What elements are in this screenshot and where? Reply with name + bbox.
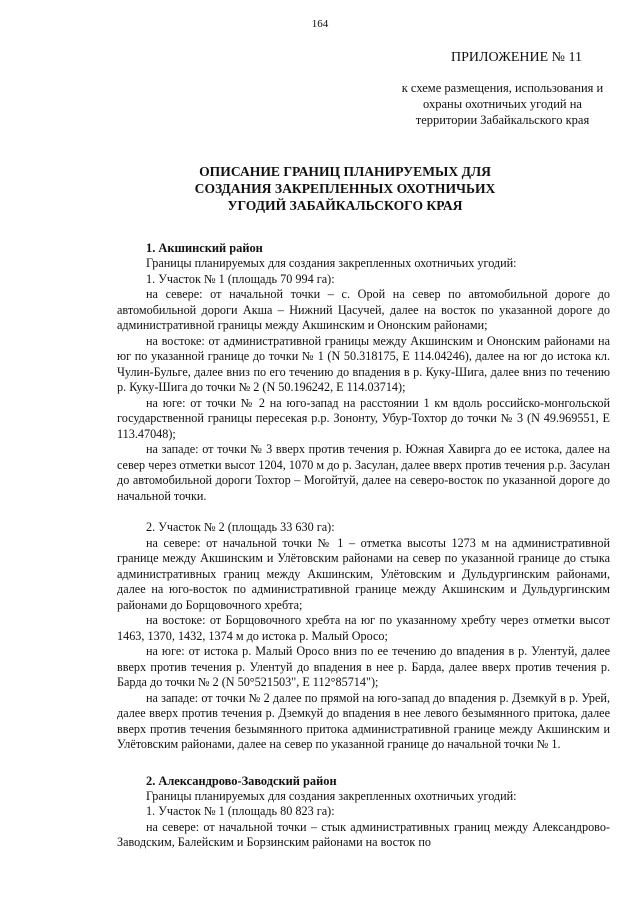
spacer	[117, 504, 610, 520]
appendix-line: к схеме размещения, использования и	[401, 81, 604, 95]
page-number: 164	[311, 18, 329, 30]
boundary-north: на севере: от начальной точки – с. Орой на север по автомобильной дороге до автомобильной дороги Акша – Нижний Цасучей, далее на восток по указанной дороге до административной границы между Акшинским и Ононским районами;	[117, 287, 610, 332]
section-intro: Границы планируемых для создания закрепленных охотничьих угодий:	[146, 256, 517, 270]
boundary-west: на западе: от точки № 2 далее по прямой на юго-запад до впадения р. Дземкуй в р. Урей, далее вверх против течения р. Дземкуй до впадения в нее левого безымянного притока, далее вверх против течения безымянного притока административной границе между Акшинским и Улётовским районами, далее на север по указанной границе до начальной точки № 1.	[117, 690, 610, 751]
title-line: ОПИСАНИЕ ГРАНИЦ ПЛАНИРУЕМЫХ ДЛЯ	[199, 164, 491, 179]
boundary-east: на востоке: от административной границы между Акшинским и Ононским районами на юг по указанной границе до точки № 1 (N 50.318175, E 114.04246), далее на юг до истока кл. Чулин-Бульге, далее вниз по его течению до впадения в р. Куку-Шига, далее вниз по течению р. Куку-Шига до точки № 2 (N 50.196242, E 114.03714);	[117, 333, 610, 394]
appendix-title: ПРИЛОЖЕНИЕ № 11	[451, 50, 582, 65]
title-line: СОЗДАНИЯ ЗАКРЕПЛЕННЫХ ОХОТНИЧЬИХ	[194, 181, 496, 196]
boundary-north: на севере: от начальной точки – стык административных границ между Александрово-Заводским, Балейским и Борзинским районами на восток по	[117, 819, 610, 849]
appendix-line: территории Забайкальского края	[415, 113, 590, 127]
section-heading: 1. Акшинский район	[146, 241, 263, 255]
section-intro: Границы планируемых для создания закрепленных охотничьих угодий:	[146, 788, 517, 803]
boundary-west: на западе: от точки № 3 вверх против течения р. Южная Хавирга до ее истока, далее на север через отметки высот 1204, 1070 м до р. Засулан, далее вверх против течения р.р. Засулан до автомобильной дороги Тохтор – Могойтуй, далее на северо-восток по указанной дороге до начальной точки.	[117, 442, 610, 503]
document-title	[140, 163, 550, 214]
plot-title: 1. Участок № 1 (площадь 70 994 га):	[146, 271, 335, 286]
title-line: УГОДИЙ ЗАБАЙКАЛЬСКОГО КРАЯ	[227, 198, 463, 213]
boundary-south: на юге: от истока р. Малый Оросо вниз по ее течению до впадения в р. Улентуй, далее вверх против течения р. Улентуй до впадения в нее р. Барда, далее вверх против течения р. Барда до точки № 2 (N 50°521503", E 112°85714");	[117, 644, 610, 689]
spacer	[117, 753, 610, 773]
boundary-east: на востоке: от Борщовочного хребта на юг по указанному хребту через отметки высот 1463, 1370, 1432, 1374 м до истока р. Малый Оросо;	[117, 613, 610, 643]
appendix-block	[395, 50, 610, 128]
boundary-north: на севере: от начальной точки № 1 – отметка высоты 1273 м на административной границе между Акшинским и Улётовским районами на север по указанной границе до стыка административных границ между Акшинским, Улётовским и Дульдургинским районами, далее на юго-восток по административной границе между Акшинским и Дульдургинским районами до Борщовочного хребта;	[117, 535, 610, 612]
section-heading: 2. Александрово-Заводский район	[146, 773, 337, 788]
appendix-line: охраны охотничьих угодий на	[423, 97, 582, 111]
document-body	[117, 240, 610, 851]
plot-title: 1. Участок № 1 (площадь 80 823 га):	[146, 804, 335, 818]
boundary-south: на юге: от точки № 2 на юго-запад на расстоянии 1 км вдоль российско-монгольской государственной границы пересекая р.р. Зононту, Убур-Тохтор до точки № 3 (N 49.969551, E 113.47048);	[117, 395, 610, 441]
plot-title: 2. Участок № 2 (площадь 33 630 га):	[146, 520, 335, 534]
